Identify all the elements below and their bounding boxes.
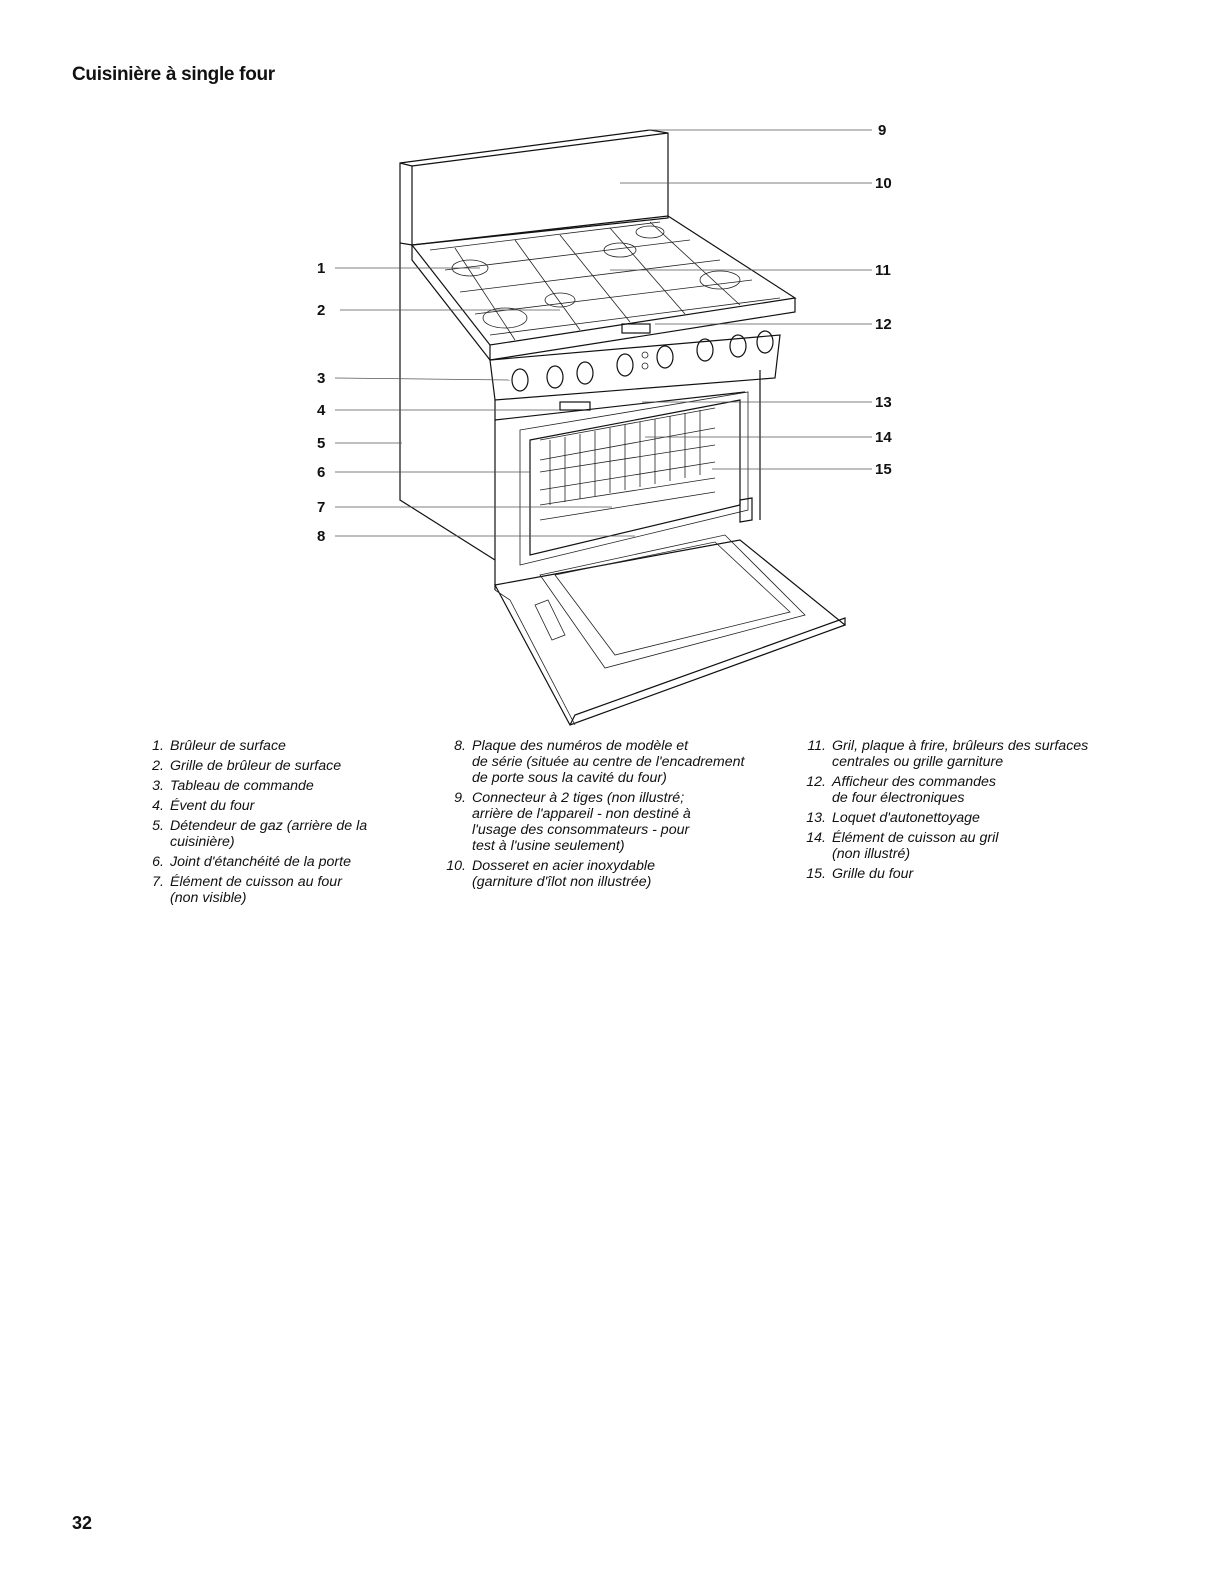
legend-item-text: Élément de cuisson au gril (non illustré) <box>832 830 999 862</box>
callout-2: 2 <box>317 302 326 319</box>
control-panel <box>490 331 780 410</box>
page-title: Cuisinière à single four <box>72 64 275 85</box>
legend-item-text: Détendeur de gaz (arrière de la cuisinière) <box>170 818 368 850</box>
callout-7: 7 <box>317 499 326 516</box>
oven-door <box>495 535 845 725</box>
legend-item-text: Plaque des numéros de modèle et de série (située au centre de l'encadrement de porte sous la cavité du four) <box>472 738 745 786</box>
legend-item <box>430 858 780 890</box>
callout-10: 10 <box>875 175 892 192</box>
legend-item-text: Tableau de commande <box>170 778 314 794</box>
callout-8: 8 <box>317 528 326 545</box>
legend-item-number: 7. <box>152 874 164 890</box>
legend-item-text: Grille du four <box>832 866 914 882</box>
callout-3: 3 <box>317 370 326 387</box>
legend-item-text: Évent du four <box>170 798 255 814</box>
legend-item <box>790 774 1130 806</box>
legend-item-text: Dosseret en acier inoxydable (garniture d'îlot non illustrée) <box>472 858 655 890</box>
legend-item <box>140 854 410 870</box>
legend-item-number: 15. <box>806 866 826 882</box>
legend-item-text: Joint d'étanchéité de la porte <box>170 854 351 870</box>
callout-9: 9 <box>878 122 887 139</box>
oven-body <box>400 243 760 590</box>
legend-item-text: Gril, plaque à frire, brûleurs des surfaces centrales ou grille garniture <box>832 738 1089 770</box>
legend-item <box>790 830 1130 862</box>
callout-11: 11 <box>875 262 891 279</box>
callout-4: 4 <box>317 402 326 419</box>
legend-item-number: 3. <box>152 778 164 794</box>
legend-item <box>140 738 410 754</box>
legend-item <box>140 758 410 774</box>
legend-column-2 <box>430 738 780 894</box>
legend-item-number: 2. <box>152 758 164 774</box>
backsplash <box>400 130 668 245</box>
legend-item-number: 14. <box>806 830 826 846</box>
legend-item-number: 5. <box>152 818 164 834</box>
legend-item <box>140 778 410 794</box>
legend-column-3 <box>790 738 1130 886</box>
legend-item <box>140 798 410 814</box>
legend-column-1 <box>140 738 410 910</box>
legend-item-text: Afficheur des commandes de four électroniques <box>832 774 997 806</box>
legend-list <box>430 738 780 890</box>
callout-15: 15 <box>875 461 892 478</box>
callout-12: 12 <box>875 316 892 333</box>
legend-item-number: 11. <box>807 738 826 754</box>
legend-item-text: Connecteur à 2 tiges (non illustré; arrière de l'appareil - non destiné à l'usage des consommateurs - pour test à l'usine seulement) <box>472 790 691 854</box>
legend-item <box>140 818 410 850</box>
legend-item-number: 9. <box>454 790 466 806</box>
callout-6: 6 <box>317 464 326 481</box>
legend-item <box>790 810 1130 826</box>
legend-list <box>790 738 1130 882</box>
legend-item-text: Élément de cuisson au four (non visible) <box>170 874 342 906</box>
legend-item <box>790 866 1130 882</box>
legend-item-number: 12. <box>806 774 826 790</box>
legend-item-number: 4. <box>152 798 164 814</box>
legend-list <box>140 738 410 906</box>
legend-item-number: 10. <box>446 858 466 874</box>
legend-item <box>790 738 1130 770</box>
callout-1: 1 <box>317 260 326 277</box>
legend-item-number: 13. <box>806 810 826 826</box>
range-illustration <box>0 110 1224 740</box>
legend-item-text: Brûleur de surface <box>170 738 286 754</box>
legend-item-text: Grille de brûleur de surface <box>170 758 342 774</box>
legend-item <box>430 738 780 786</box>
callout-13: 13 <box>875 394 892 411</box>
range-drawing <box>0 110 1224 740</box>
leader-lines <box>335 130 872 536</box>
page-number: 32 <box>72 1513 93 1533</box>
callout-5: 5 <box>317 435 326 452</box>
legend-item-number: 6. <box>152 854 164 870</box>
legend-item <box>140 874 410 906</box>
legend-item <box>430 790 780 854</box>
legend-item-number: 1. <box>152 738 164 754</box>
legend-item-number: 8. <box>454 738 466 754</box>
callout-14: 14 <box>875 429 892 446</box>
legend-item-text: Loquet d'autonettoyage <box>832 810 980 826</box>
